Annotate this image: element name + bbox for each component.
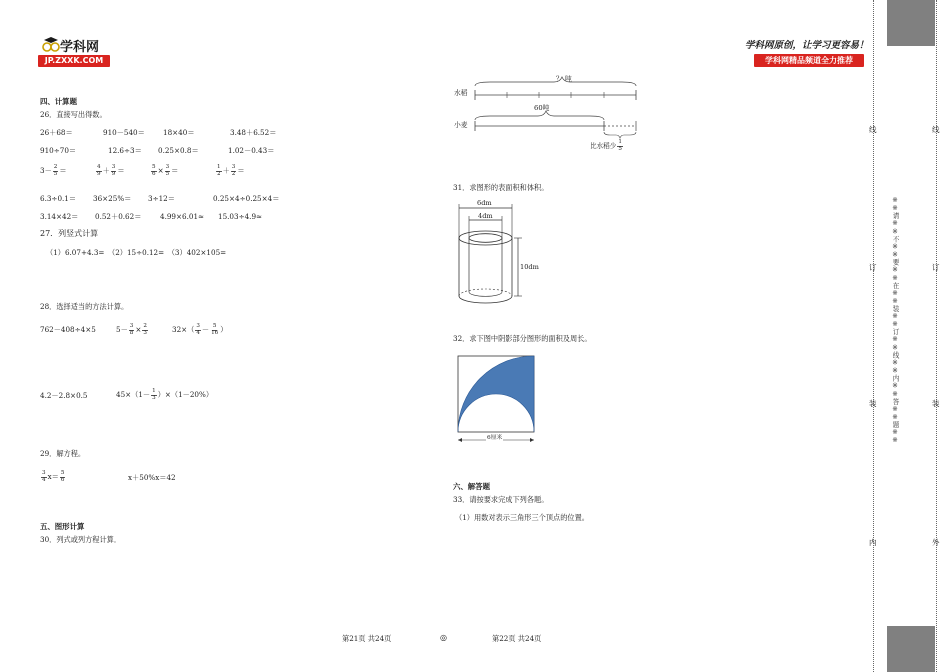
hollow-cylinder-figure <box>452 198 552 308</box>
calc-item-fraction: $\frac{1}{2}$ ＋ $\frac{3}{2}$ ＝ <box>217 163 245 177</box>
binding-warning: ※※请※※不※※要※※在※※装※※订※※线※※内※※答※※题※※ <box>891 196 899 445</box>
calc-item: 3÷12＝ <box>148 194 175 203</box>
rice-label: 水稻 <box>454 89 468 97</box>
calc-item: 0.25×4÷0.25×4＝ <box>213 194 280 203</box>
binding-char: 外 <box>932 538 940 547</box>
calc-item: 12.6÷3＝ <box>108 146 142 155</box>
calc-item: 0.25×0.8＝ <box>158 146 199 155</box>
q33-part-1: （1）用数对表示三角形三个顶点的位置。 <box>455 513 589 522</box>
brand-badge: 学科网精品频道全力推荐 <box>754 54 864 67</box>
calc-item-fraction: 3－ $\frac{2}{5}$ ＝ <box>40 163 67 177</box>
q30-prompt: 30．列式或列方程计算． <box>40 535 122 544</box>
binding-line-inner <box>873 0 875 672</box>
q28-item-c: 32×（ $\frac{3}{4}$ － $\frac{5}{16}$ ） <box>172 322 228 336</box>
margin-gray-block-bottom <box>887 626 935 672</box>
height-label: 10dm <box>520 263 539 271</box>
binding-char: 装 <box>869 399 877 408</box>
q33-prompt: 33．请按要求完成下列各题。 <box>453 495 549 504</box>
logo-url: JP.ZXXK.COM <box>38 55 110 67</box>
q29-equation-b: x＋50%x＝42 <box>128 473 176 482</box>
calc-item: 910－540＝ <box>103 128 145 137</box>
calc-item-fraction: $\frac{4}{9}$ ＋ $\frac{3}{9}$ ＝ <box>97 163 125 177</box>
q28-item-b: 5－ $\frac{3}{8}$ × $\frac{2}{3}$ <box>116 322 147 336</box>
q31-prompt: 31．求图形的表面积和体积。 <box>453 183 549 192</box>
q29-prompt: 29．解方程。 <box>40 449 86 458</box>
logo-name: 学科网 <box>60 40 100 55</box>
calc-item: 15.03÷4.9≈ <box>218 212 263 221</box>
inner-diameter-label: 4dm <box>478 212 493 220</box>
margin-gray-block-top <box>887 0 935 46</box>
binding-char: 线 <box>932 125 940 134</box>
calc-item: 3.14×42＝ <box>40 212 79 221</box>
calc-item: 26＋68＝ <box>40 128 73 137</box>
binding-char: 内 <box>869 538 877 547</box>
shaded-square-figure <box>452 352 542 447</box>
center-mark-icon: ◎ <box>440 633 447 642</box>
calc-item: 36×25%＝ <box>93 194 132 203</box>
outer-diameter-label: 6dm <box>477 199 492 207</box>
calc-item: 6.3÷0.1＝ <box>40 194 77 203</box>
quantity-bar-diagram <box>450 72 650 162</box>
calc-item: 4.99×6.01≈ <box>160 212 205 221</box>
q27-prompt: 27．列竖式计算 <box>40 229 99 238</box>
side-length-label: 6厘米 <box>487 435 503 441</box>
sixty-tons-label: 60吨 <box>534 104 550 112</box>
calc-item: 18×40＝ <box>163 128 195 137</box>
section-5-title: 五、图形计算 <box>40 522 85 531</box>
site-logo <box>38 34 110 70</box>
q29-equation-a: $\frac{3}{4}$ x＝ $\frac{5}{6}$ <box>42 469 65 483</box>
binding-char: 订 <box>869 263 877 272</box>
binding-char: 装 <box>932 399 940 408</box>
binding-char: 订 <box>932 263 940 272</box>
q28-item-a: 762－408÷4×5 <box>40 325 96 334</box>
q27-items: （1）6.07+4.3= （2）15÷0.12= （3）402×105= <box>46 248 227 257</box>
unknown-tons-label: ？ 吨 <box>556 75 572 83</box>
calc-item-fraction: $\frac{5}{6}$ × $\frac{3}{5}$ ＝ <box>152 163 179 177</box>
q26-prompt: 26．直接写出得数。 <box>40 110 107 119</box>
q32-prompt: 32．求下图中阴影部分图形的面积及周长。 <box>453 334 592 343</box>
page-number-right: 第22页 共24页 <box>492 634 542 643</box>
less-than-rice-label: 比水稻少 $\frac{1}{5}$ <box>590 138 622 152</box>
logo-glasses-icon <box>42 36 60 54</box>
section-6-title: 六、解答题 <box>453 482 490 491</box>
calc-item: 1.02－0.43＝ <box>228 146 275 155</box>
brand-slogan: 学科网原创，让学习更容易！ <box>745 40 869 51</box>
calc-item: 0.52＋0.62＝ <box>95 212 142 221</box>
q28-prompt: 28．选择适当的方法计算。 <box>40 302 129 311</box>
calc-item: 910÷70＝ <box>40 146 77 155</box>
binding-char: 线 <box>869 125 877 134</box>
q28-item-e: 45×（1－ $\frac{1}{3}$ ）×（1－20%） <box>116 387 214 401</box>
section-4-title: 四、计算题 <box>40 97 77 106</box>
wheat-label: 小麦 <box>454 121 468 129</box>
page-number-left: 第21页 共24页 <box>342 634 392 643</box>
q28-item-d: 4.2－2.8×0.5 <box>40 391 88 400</box>
calc-item: 3.48＋6.52＝ <box>230 128 277 137</box>
binding-line-outer <box>936 0 938 672</box>
